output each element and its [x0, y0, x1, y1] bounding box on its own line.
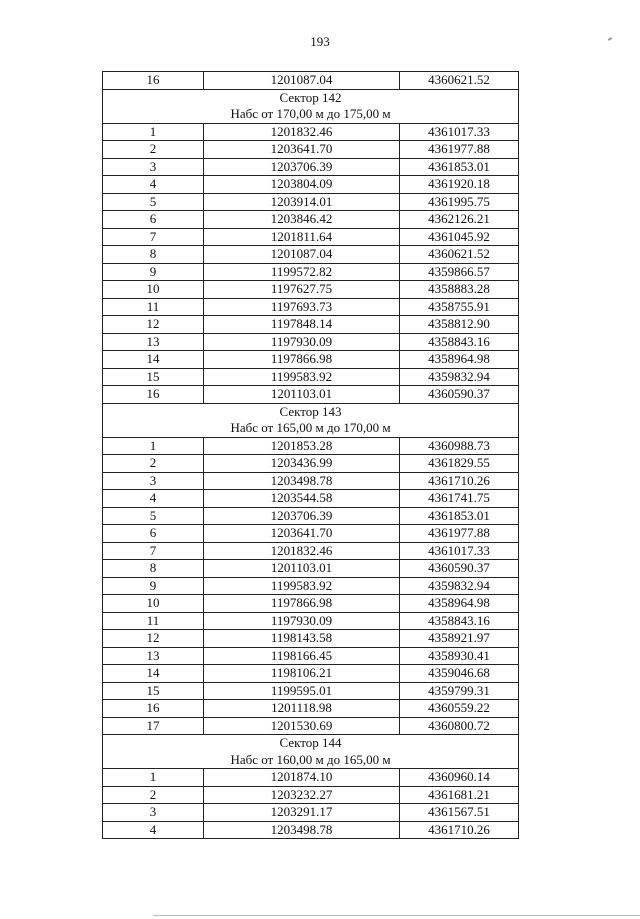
table-row — [103, 786, 519, 804]
x-coordinate-cell: 1201087.04 — [204, 246, 400, 264]
table-row — [103, 769, 519, 787]
table-row — [103, 455, 519, 473]
sector-header-row — [103, 735, 519, 752]
x-coordinate-cell: 1201874.10 — [204, 769, 400, 787]
y-coordinate-cell: 4360590.37 — [400, 386, 519, 404]
point-number-cell: 11 — [103, 612, 204, 630]
y-coordinate-cell: 4361045.92 — [400, 228, 519, 246]
x-coordinate-cell: 1197866.98 — [204, 351, 400, 369]
point-number-cell: 11 — [103, 298, 204, 316]
table-row — [103, 123, 519, 141]
table-row — [103, 630, 519, 648]
point-number-cell: 10 — [103, 595, 204, 613]
table-row — [103, 612, 519, 630]
point-number-cell: 5 — [103, 193, 204, 211]
table-row — [103, 490, 519, 508]
x-coordinate-cell: 1197930.09 — [204, 612, 400, 630]
point-number-cell: 9 — [103, 263, 204, 281]
point-number-cell: 15 — [103, 368, 204, 386]
sector-range-row — [103, 420, 519, 437]
x-coordinate-cell: 1197627.75 — [204, 281, 400, 299]
x-coordinate-cell: 1201087.04 — [204, 72, 400, 90]
sector-elevation-range: Набс от 170,00 м до 175,00 м — [103, 106, 519, 123]
x-coordinate-cell: 1201832.46 — [204, 123, 400, 141]
table-row — [103, 577, 519, 595]
x-coordinate-cell: 1199583.92 — [204, 368, 400, 386]
point-number-cell: 3 — [103, 804, 204, 822]
sector-header-row — [103, 403, 519, 420]
y-coordinate-cell: 4360621.52 — [400, 72, 519, 90]
table-row — [103, 176, 519, 194]
sector-range-row — [103, 106, 519, 123]
x-coordinate-cell: 1198106.21 — [204, 665, 400, 683]
y-coordinate-cell: 4358843.16 — [400, 333, 519, 351]
table-row — [103, 333, 519, 351]
x-coordinate-cell: 1198143.58 — [204, 630, 400, 648]
point-number-cell: 15 — [103, 682, 204, 700]
point-number-cell: 13 — [103, 333, 204, 351]
y-coordinate-cell: 4358930.41 — [400, 647, 519, 665]
y-coordinate-cell: 4361017.33 — [400, 542, 519, 560]
y-coordinate-cell: 4361710.26 — [400, 472, 519, 490]
table-row — [103, 158, 519, 176]
x-coordinate-cell: 1201118.98 — [204, 700, 400, 718]
x-coordinate-cell: 1197930.09 — [204, 333, 400, 351]
x-coordinate-cell: 1203706.39 — [204, 158, 400, 176]
point-number-cell: 5 — [103, 507, 204, 525]
point-number-cell: 8 — [103, 246, 204, 264]
table-row — [103, 211, 519, 229]
table-row — [103, 246, 519, 264]
sector-title: Сектор 142 — [103, 89, 519, 106]
x-coordinate-cell: 1203804.09 — [204, 176, 400, 194]
y-coordinate-cell: 4361829.55 — [400, 455, 519, 473]
point-number-cell: 4 — [103, 490, 204, 508]
point-number-cell: 7 — [103, 542, 204, 560]
point-number-cell: 14 — [103, 351, 204, 369]
table-row — [103, 821, 519, 839]
point-number-cell: 16 — [103, 700, 204, 718]
table-row — [103, 316, 519, 334]
point-number-cell: 12 — [103, 316, 204, 334]
y-coordinate-cell: 4360590.37 — [400, 560, 519, 578]
x-coordinate-cell: 1201832.46 — [204, 542, 400, 560]
y-coordinate-cell: 4358883.28 — [400, 281, 519, 299]
x-coordinate-cell: 1198166.45 — [204, 647, 400, 665]
x-coordinate-cell: 1203641.70 — [204, 525, 400, 543]
page-number: 193 — [310, 34, 330, 49]
table-row — [103, 72, 519, 90]
y-coordinate-cell: 4361977.88 — [400, 525, 519, 543]
y-coordinate-cell: 4359799.31 — [400, 682, 519, 700]
point-number-cell: 2 — [103, 786, 204, 804]
x-coordinate-cell: 1197848.14 — [204, 316, 400, 334]
y-coordinate-cell: 4361995.75 — [400, 193, 519, 211]
table-row — [103, 298, 519, 316]
y-coordinate-cell: 4358964.98 — [400, 595, 519, 613]
x-coordinate-cell: 1203498.78 — [204, 821, 400, 839]
x-coordinate-cell: 1201811.64 — [204, 228, 400, 246]
x-coordinate-cell: 1203291.17 — [204, 804, 400, 822]
table-row — [103, 263, 519, 281]
x-coordinate-cell: 1199583.92 — [204, 577, 400, 595]
table-row — [103, 560, 519, 578]
y-coordinate-cell: 4360960.14 — [400, 769, 519, 787]
y-coordinate-cell: 4362126.21 — [400, 211, 519, 229]
sector-header-row — [103, 89, 519, 106]
y-coordinate-cell: 4358921.97 — [400, 630, 519, 648]
point-number-cell: 16 — [103, 72, 204, 90]
table-row — [103, 717, 519, 735]
x-coordinate-cell: 1201530.69 — [204, 717, 400, 735]
x-coordinate-cell: 1203914.01 — [204, 193, 400, 211]
y-coordinate-cell: 4360988.73 — [400, 437, 519, 455]
y-coordinate-cell: 4359866.57 — [400, 263, 519, 281]
point-number-cell: 8 — [103, 560, 204, 578]
x-coordinate-cell: 1203232.27 — [204, 786, 400, 804]
x-coordinate-cell: 1199595.01 — [204, 682, 400, 700]
point-number-cell: 4 — [103, 821, 204, 839]
x-coordinate-cell: 1203641.70 — [204, 141, 400, 159]
table-row — [103, 525, 519, 543]
table-row — [103, 472, 519, 490]
y-coordinate-cell: 4361710.26 — [400, 821, 519, 839]
y-coordinate-cell: 4361017.33 — [400, 123, 519, 141]
y-coordinate-cell: 4358812.90 — [400, 316, 519, 334]
point-number-cell: 14 — [103, 665, 204, 683]
x-coordinate-cell: 1203544.58 — [204, 490, 400, 508]
table-row — [103, 804, 519, 822]
point-number-cell: 6 — [103, 211, 204, 229]
point-number-cell: 3 — [103, 472, 204, 490]
point-number-cell: 17 — [103, 717, 204, 735]
point-number-cell: 3 — [103, 158, 204, 176]
point-number-cell: 16 — [103, 386, 204, 404]
y-coordinate-cell: 4358964.98 — [400, 351, 519, 369]
table-row — [103, 437, 519, 455]
point-number-cell: 6 — [103, 525, 204, 543]
coordinates-table-body — [103, 72, 519, 839]
table-row — [103, 351, 519, 369]
point-number-cell: 10 — [103, 281, 204, 299]
y-coordinate-cell: 4361681.21 — [400, 786, 519, 804]
y-coordinate-cell: 4361920.18 — [400, 176, 519, 194]
x-coordinate-cell: 1197866.98 — [204, 595, 400, 613]
x-coordinate-cell: 1199572.82 — [204, 263, 400, 281]
sector-range-row — [103, 752, 519, 769]
bottom-edge-line — [153, 915, 640, 916]
table-row — [103, 141, 519, 159]
x-coordinate-cell: 1197693.73 — [204, 298, 400, 316]
y-coordinate-cell: 4359046.68 — [400, 665, 519, 683]
x-coordinate-cell: 1203706.39 — [204, 507, 400, 525]
point-number-cell: 12 — [103, 630, 204, 648]
point-number-cell: 7 — [103, 228, 204, 246]
x-coordinate-cell: 1203498.78 — [204, 472, 400, 490]
y-coordinate-cell: 4360559.22 — [400, 700, 519, 718]
table-row — [103, 700, 519, 718]
point-number-cell: 1 — [103, 769, 204, 787]
y-coordinate-cell: 4360621.52 — [400, 246, 519, 264]
sector-elevation-range: Набс от 165,00 м до 170,00 м — [103, 420, 519, 437]
y-coordinate-cell: 4359832.94 — [400, 368, 519, 386]
x-coordinate-cell: 1201103.01 — [204, 386, 400, 404]
y-coordinate-cell: 4361741.75 — [400, 490, 519, 508]
table-row — [103, 665, 519, 683]
table-row — [103, 542, 519, 560]
point-number-cell: 4 — [103, 176, 204, 194]
table-row — [103, 682, 519, 700]
table-row — [103, 368, 519, 386]
sector-title: Сектор 143 — [103, 403, 519, 420]
table-row — [103, 228, 519, 246]
point-number-cell: 13 — [103, 647, 204, 665]
sector-elevation-range: Набс от 160,00 м до 165,00 м — [103, 752, 519, 769]
y-coordinate-cell: 4358755.91 — [400, 298, 519, 316]
coordinates-table — [102, 71, 519, 839]
point-number-cell: 9 — [103, 577, 204, 595]
point-number-cell: 1 — [103, 123, 204, 141]
x-coordinate-cell: 1203846.42 — [204, 211, 400, 229]
y-coordinate-cell: 4359832.94 — [400, 577, 519, 595]
table-row — [103, 193, 519, 211]
point-number-cell: 1 — [103, 437, 204, 455]
x-coordinate-cell: 1201103.01 — [204, 560, 400, 578]
point-number-cell: 2 — [103, 141, 204, 159]
table-row — [103, 647, 519, 665]
y-coordinate-cell: 4361853.01 — [400, 158, 519, 176]
y-coordinate-cell: 4358843.16 — [400, 612, 519, 630]
y-coordinate-cell: 4360800.72 — [400, 717, 519, 735]
table-row — [103, 595, 519, 613]
table-row — [103, 507, 519, 525]
y-coordinate-cell: 4361977.88 — [400, 141, 519, 159]
x-coordinate-cell: 1201853.28 — [204, 437, 400, 455]
table-row — [103, 386, 519, 404]
point-number-cell: 2 — [103, 455, 204, 473]
y-coordinate-cell: 4361853.01 — [400, 507, 519, 525]
sector-title: Сектор 144 — [103, 735, 519, 752]
table-row — [103, 281, 519, 299]
y-coordinate-cell: 4361567.51 — [400, 804, 519, 822]
x-coordinate-cell: 1203436.99 — [204, 455, 400, 473]
